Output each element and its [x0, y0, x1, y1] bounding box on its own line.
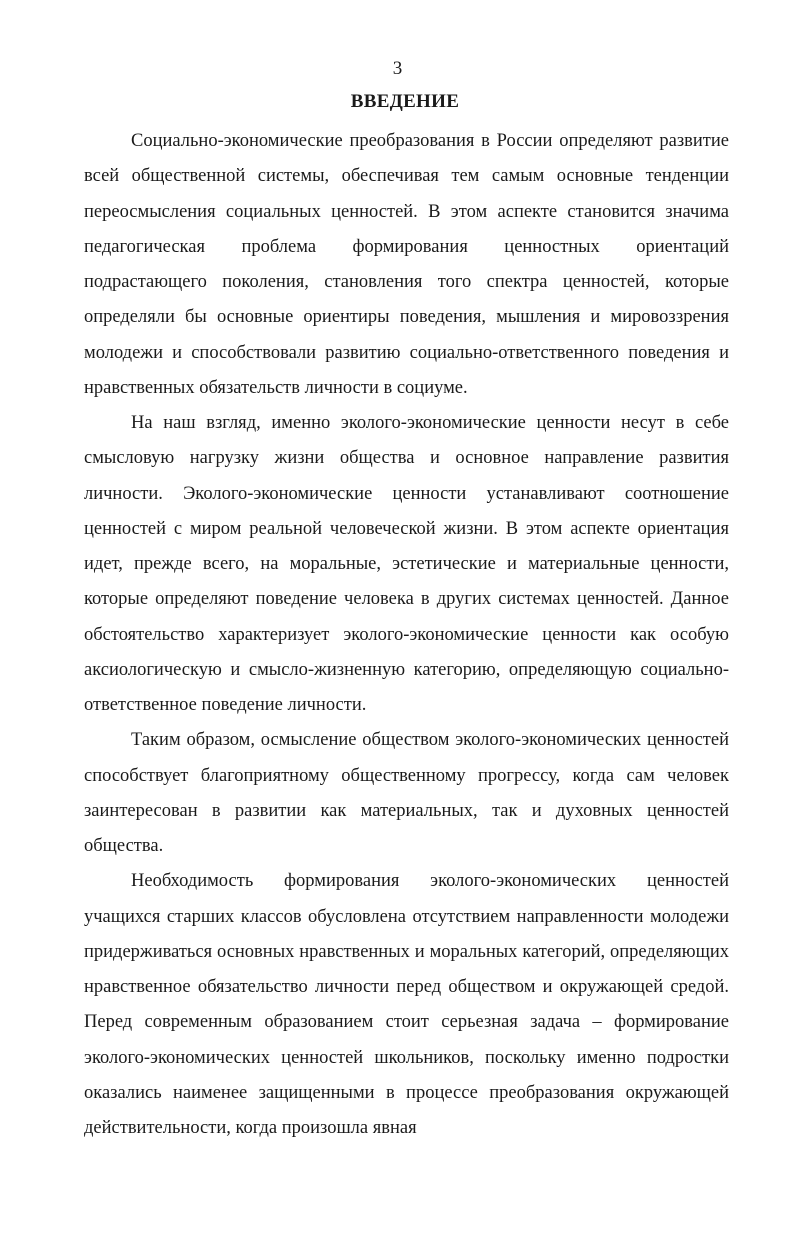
- paragraph: Необходимость формирования эколого-экономических ценностей учащихся старших классов обусловлена отсутствием направленности молодежи придерживаться основных нравственных и моральных категорий, определяющих нравственное обязательство личности перед обществом и окружающей средой. Перед современным образованием стоит серьезная задача – формирование эколого-экономических ценностей школьников, поскольку именно подростки оказались наименее защищенными в процессе преобразования окружающей действительности, когда произошла явная: [84, 871, 729, 1138]
- page-number: 3: [392, 58, 403, 79]
- paragraph: Таким образом, осмысление обществом эколого-экономических ценностей способствует благоприятному общественному прогрессу, когда сам человек заинтересован в развитии как материальных, так и духовных ценностей общества.: [84, 730, 729, 856]
- paragraph: Социально-экономические преобразования в России определяют развитие всей общественной системы, обеспечивая тем самым основные тенденции переосмысления социальных ценностей. В этом аспекте становится значима педагогическая проблема формирования ценностных ориентаций подрастающего поколения, становления того спектра ценностей, которые определяли бы основные ориентиры поведения, мышления и мировоззрения молодежи и способствовали развитию социально-ответственного поведения и нравственных обязательств личности в социуме.: [84, 131, 729, 398]
- page-title: ВВЕДЕНИЕ: [350, 91, 460, 112]
- body-text: [84, 124, 729, 1146]
- paragraph: На наш взгляд, именно эколого-экономические ценности несут в себе смысловую нагрузку жизни общества и основное направление развития личности. Эколого-экономические ценности устанавливают соотношение ценностей с миром реальной человеческой жизни. В этом аспекте ориентация идет, прежде всего, на моральные, эстетические и материальные ценности, которые определяют поведение человека в других системах ценностей. Данное обстоятельство характеризует эколого-экономические ценности как особую аксиологическую и смысло-жизненную категорию, определяющую социально-ответственное поведение личности.: [84, 413, 729, 715]
